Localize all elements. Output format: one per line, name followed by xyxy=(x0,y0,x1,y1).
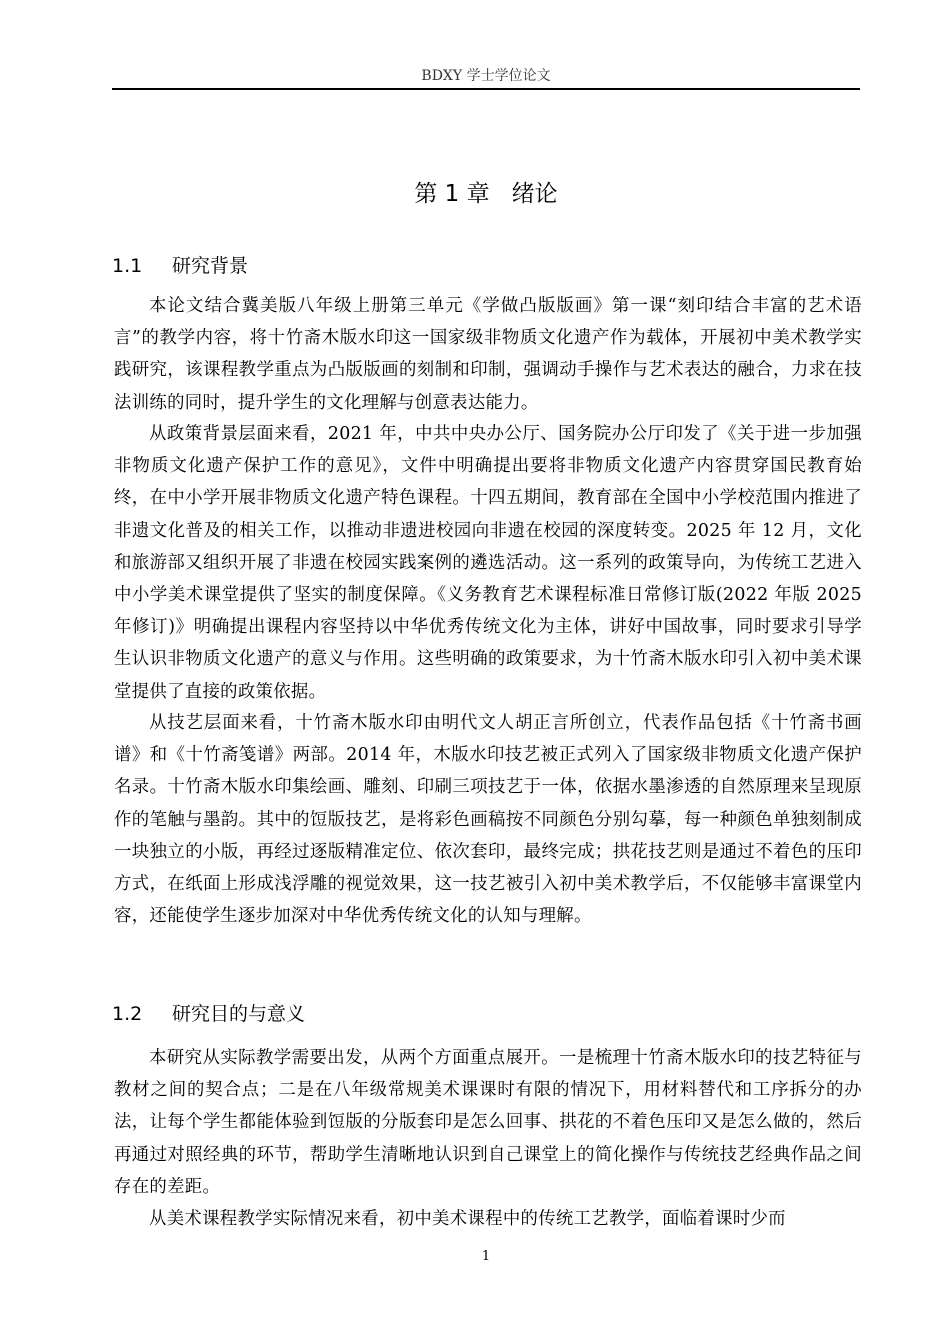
paragraph: 本论文结合冀美版八年级上册第三单元《学做凸版版画》第一课“刻印结合丰富的艺术语言”的教学内容，将十竹斋木版水印这一国家级非物质文化遗产作为载体，开展初中美术教学实践研究，该课程教学重点为凸版版画的刻制和印制，强调动手操作与艺术表达的融合，力求在技法训练的同时，提升学生的文化理解与创意表达能力。 xyxy=(114,296,862,413)
section-heading-1-1 xyxy=(112,250,860,282)
page-number: 1 xyxy=(481,1249,491,1264)
paragraph: 从美术课程教学实际情况来看，初中美术课程中的传统工艺教学，面临着课时少而 xyxy=(149,1209,786,1229)
chapter-title xyxy=(112,176,860,212)
chapter-name: 绪论 xyxy=(511,181,558,207)
paragraph: 从政策背景层面来看，2021 年，中共中央办公厅、国务院办公厅印发了《关于进一步加强非物质文化遗产保护工作的意见》，文件中明确提出要将非物质文化遗产内容贯穿国民教育始终，在中小学开展非物质文化遗产特色课程。十四五期间，教育部在全国中小学校范围内推进了非遗文化普及的相关工作，以推动非遗进校园向非遗在校园的深度转变。2025 年 12 月，文化和旅游部又组织开展了非遗在校园实践案例的遴选活动。这一系列的政策导向，为传统工艺进入中小学美术课堂提供了坚实的制度保障。《义务教育艺术课程标准日常修订版(2022 年版 2025 年修订)》明确提出课程内容坚持以中华优秀传统文化为主体，讲好中国故事，同时要求引导学生认识非物质文化遗产的意义与作用。这些明确的政策要求，为十竹斋木版水印引入初中美术课堂提供了直接的政策依据。 xyxy=(114,424,862,702)
section-number: 1.2 xyxy=(112,1003,143,1025)
chapter-number: 第 1 章 xyxy=(414,181,490,207)
section-title: 研究背景 xyxy=(172,255,249,277)
paragraph: 从技艺层面来看，十竹斋木版水印由明代文人胡正言所创立，代表作品包括《十竹斋书画谱》和《十竹斋笺谱》两部。2014 年，木版水印技艺被正式列入了国家级非物质文化遗产保护名录。十竹斋木版水印集绘画、雕刻、印刷三项技艺于一体，依据水墨渗透的自然原理来呈现原作的笔触与墨韵。其中的饾版技艺，是将彩色画稿按不同颜色分别勾摹，每一种颜色单独刻制成一块独立的小版，再经过逐版精准定位、依次套印，最终完成；拱花技艺则是通过不着色的压印方式，在纸面上形成浅浮雕的视觉效果，这一技艺被引入初中美术教学后，不仅能够丰富课堂内容，还能使学生逐步加深对中华优秀传统文化的认知与理解。 xyxy=(114,713,862,927)
paragraph: 本研究从实际教学需要出发，从两个方面重点展开。一是梳理十竹斋木版水印的技艺特征与教材之间的契合点；二是在八年级常规美术课课时有限的情况下，用材料替代和工序拆分的办法，让每个学生都能体验到饾版的分版套印是怎么回事、拱花的不着色压印又是怎么做的，然后再通过对照经典的环节，帮助学生清晰地认识到自己课堂上的简化操作与传统技艺经典作品之间存在的差距。 xyxy=(114,1048,862,1197)
section-heading-1-2 xyxy=(112,998,860,1030)
section-number: 1.1 xyxy=(112,255,143,277)
running-header: BDXY 学士学位论文 xyxy=(421,68,551,84)
header-rule xyxy=(112,88,860,90)
section-title: 研究目的与意义 xyxy=(172,1003,306,1025)
